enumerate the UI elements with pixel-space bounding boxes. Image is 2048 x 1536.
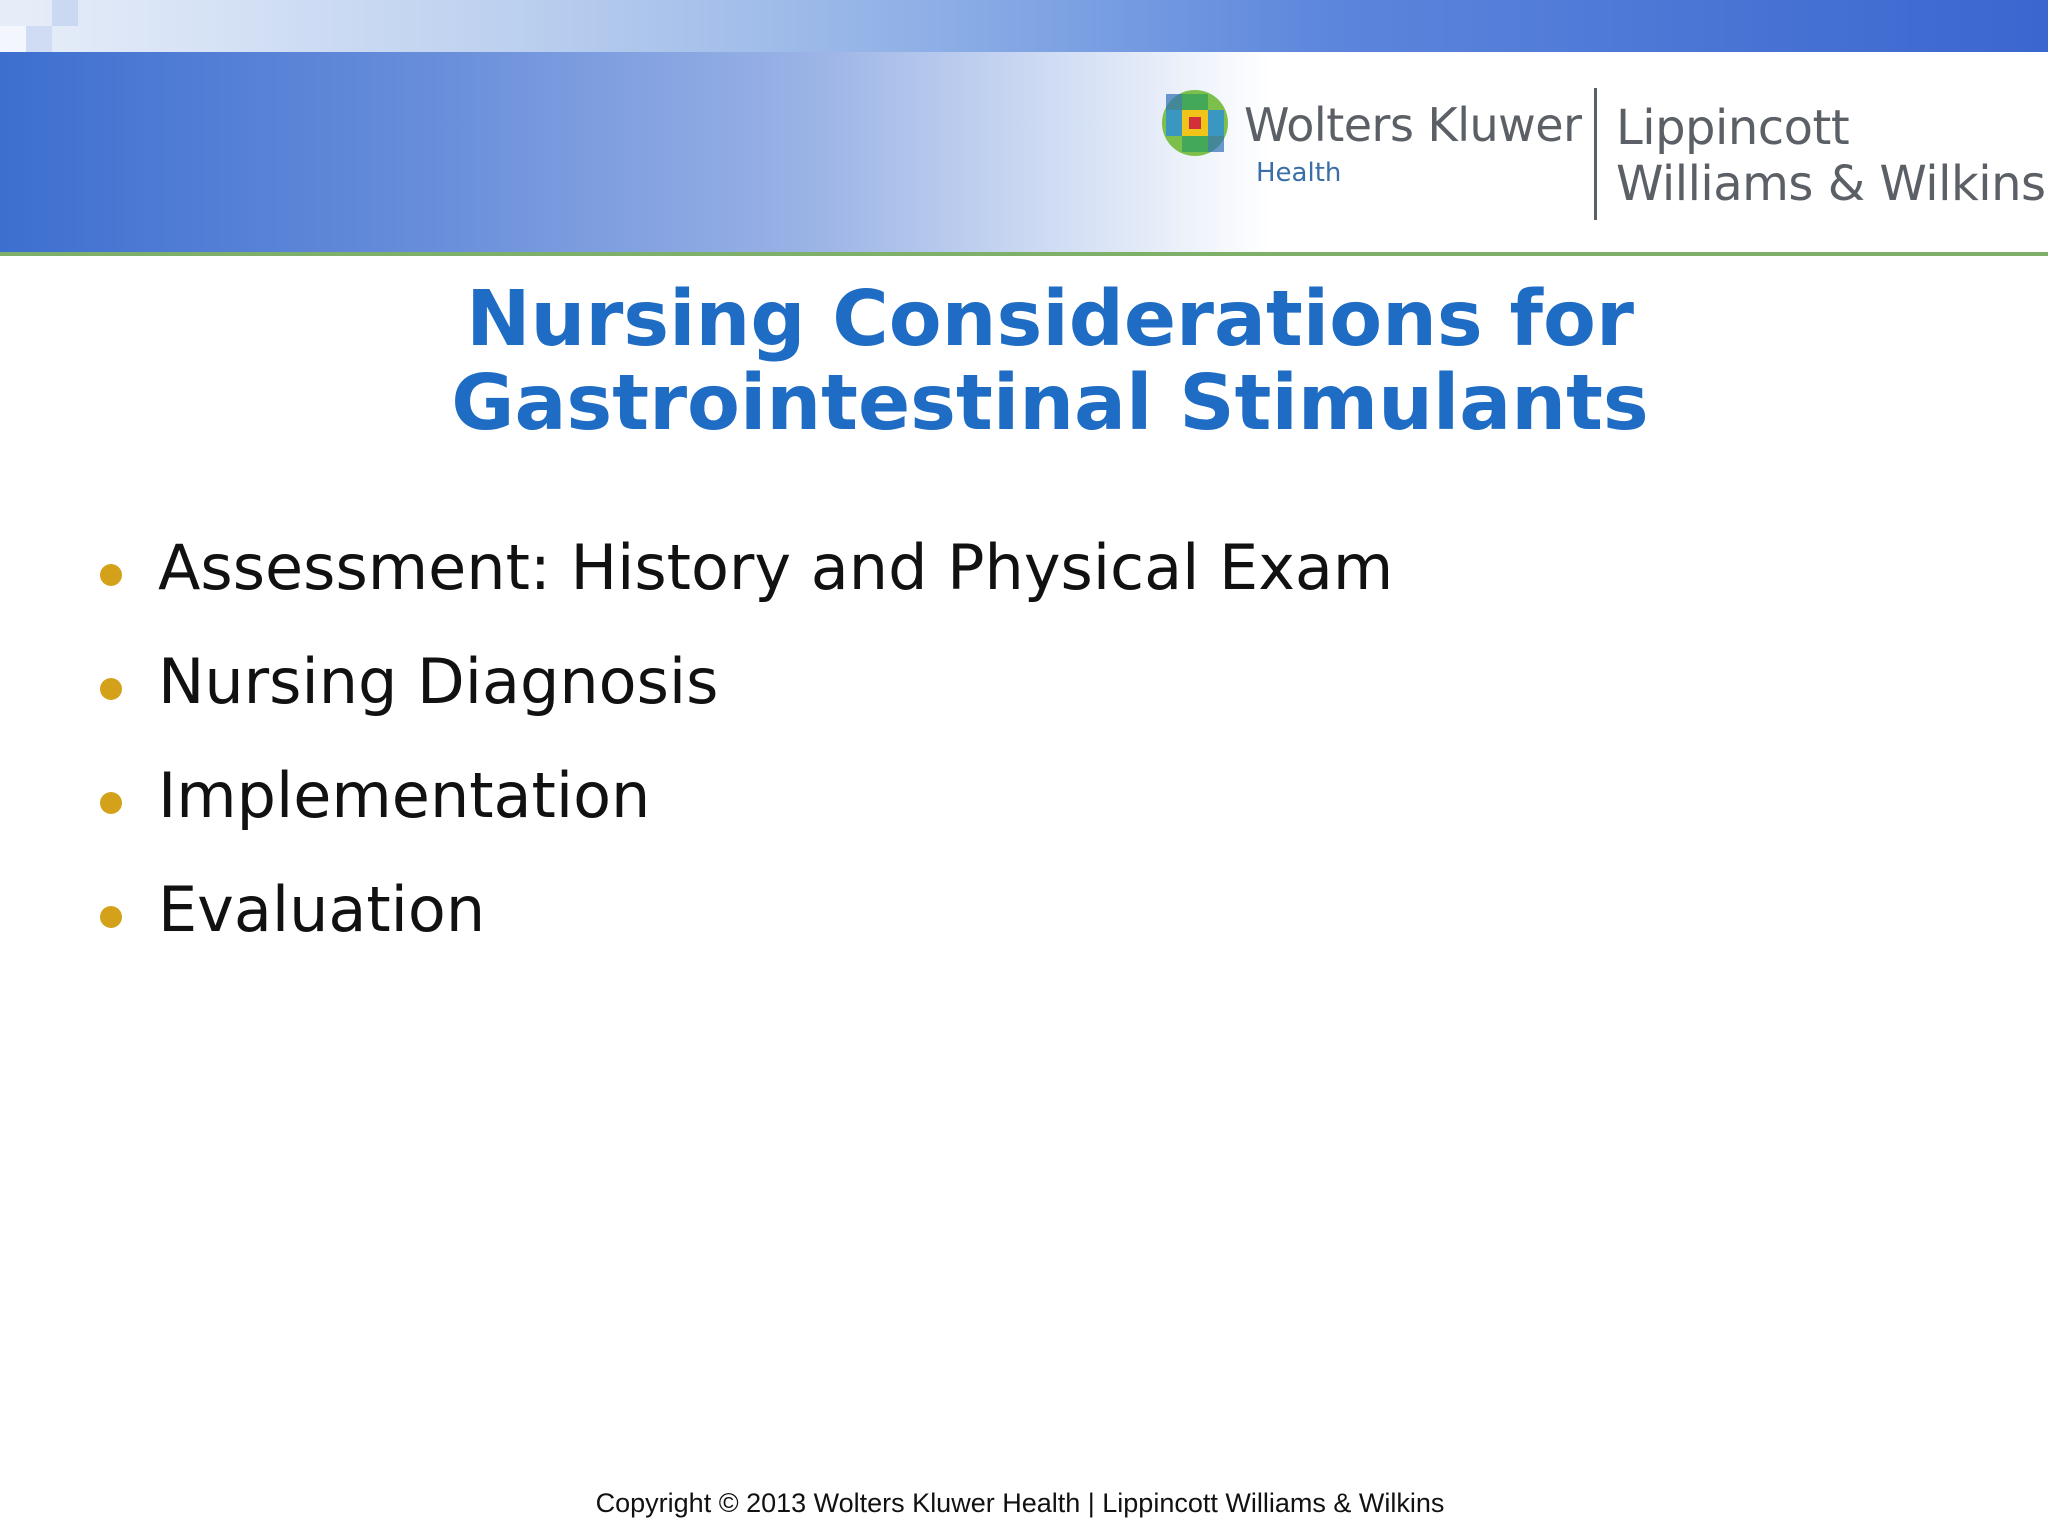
bullet-text: Implementation [158,759,651,832]
slide-title-line-2: Gastrointestinal Stimulants [451,359,1649,448]
checker-decoration [0,0,90,52]
bullet-dot-icon [100,678,122,700]
bullet-text: Evaluation [158,873,486,946]
slide-title-line-1: Nursing Considerations for [466,275,1634,364]
bullet-text: Assessment: History and Physical Exam [158,531,1394,604]
logo-divider [1594,88,1597,220]
logo-health-text: Health [1256,158,1342,188]
header-underline [0,252,2048,256]
slide-title [0,275,2048,448]
bullet-dot-icon [100,564,122,586]
bullet-text: Nursing Diagnosis [158,645,719,718]
header-banner [0,0,2048,252]
bullet-dot-icon [100,906,122,928]
logo-williams-wilkins-text: Williams & Wilkins [1616,156,2046,212]
wolters-kluwer-logo-icon [1160,88,1230,158]
footer-copyright: Copyright © 2013 Wolters Kluwer Health | Lippincott Williams & Wilkins [595,1488,1445,1518]
bullet-dot-icon [100,792,122,814]
logo-lippincott-text: Lippincott [1616,100,1850,156]
header-top-strip [0,0,2048,52]
logo-wolters-kluwer-text: Wolters Kluwer [1244,98,1582,152]
